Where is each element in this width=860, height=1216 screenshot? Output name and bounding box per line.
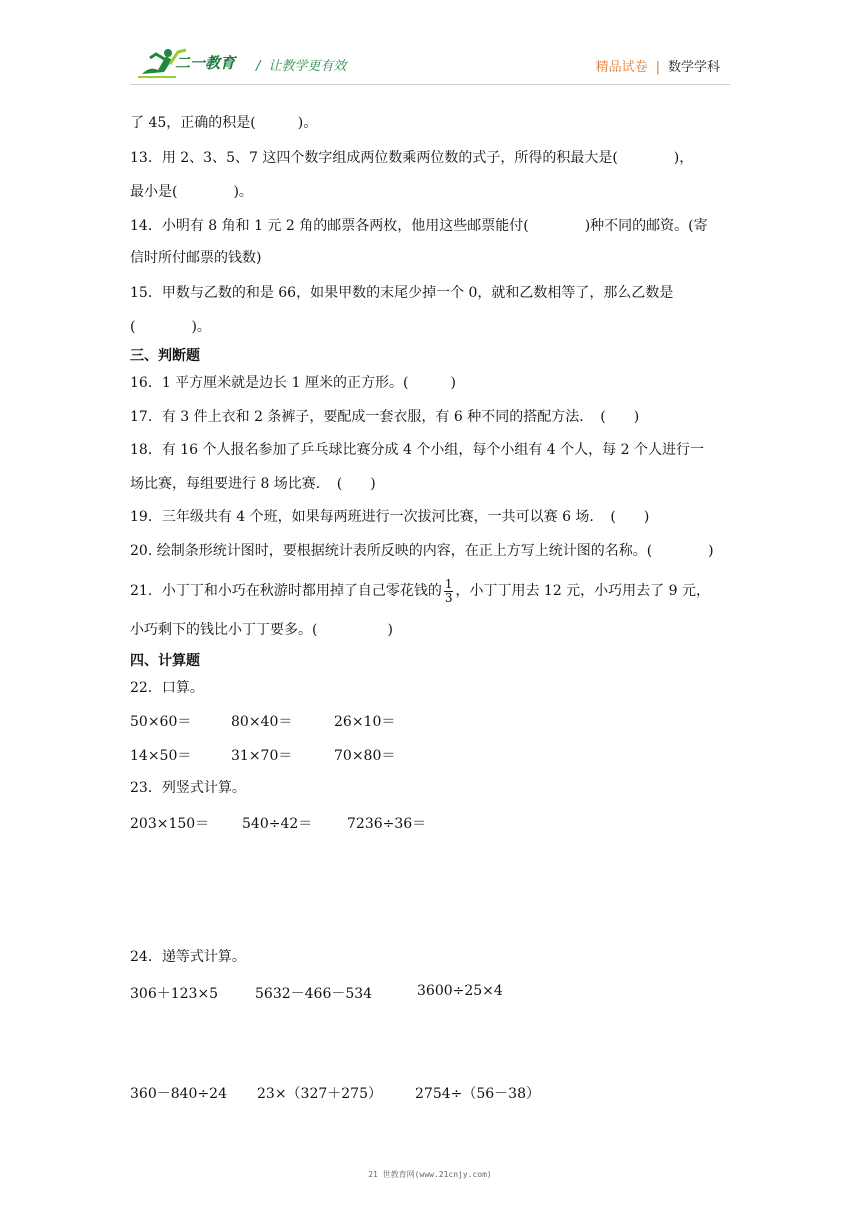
slogan: / 让教学更有效 — [256, 59, 347, 74]
question-18-line-2: 场比赛，每组要进行 8 场比赛． ( ) — [130, 476, 376, 492]
question-21-line-2: 小巧剩下的钱比小丁丁要多。( ) — [130, 622, 393, 638]
question-18-line-1: 18．有 16 个人报名参加了乒乓球比赛分成 4 个小组，每个小组有 4 个人，每 2 个人进行一 — [130, 442, 704, 458]
header-divider — [130, 84, 730, 85]
vertical-calc-item: 203×150＝ — [130, 816, 210, 832]
stepwise-item: 306＋123×5 — [130, 986, 219, 1002]
page-header — [0, 0, 860, 100]
question-12-tail: 了 45，正确的积是( )。 — [130, 115, 318, 131]
stepwise-item: 360－840÷24 — [130, 1086, 227, 1102]
question-14-line-2: 信时所付邮票的钱数) — [130, 250, 262, 266]
section-judgement-title: 三、判断题 — [130, 348, 200, 364]
question-24: 24．递等式计算。 — [130, 949, 246, 965]
question-14-line-1: 14．小明有 8 角和 1 元 2 角的邮票各两枚，他用这些邮票能付( )种不同的邮资。(寄 — [130, 218, 708, 234]
question-13-line-2: 最小是( )。 — [130, 184, 253, 200]
question-17: 17．有 3 件上衣和 2 条裤子，要配成一套衣服，有 6 种不同的搭配方法． ( ) — [130, 409, 640, 425]
question-23: 23．列竖式计算。 — [130, 780, 246, 796]
question-19: 19．三年级共有 4 个班，如果每两班进行一次拔河比赛，一共可以赛 6 场． ( ) — [130, 509, 650, 525]
oral-item: 80×40＝ — [231, 714, 293, 730]
question-15-line-2: ( )。 — [130, 319, 211, 335]
question-22: 22．口算。 — [130, 680, 204, 696]
vertical-calc-item: 7236÷36＝ — [347, 816, 427, 832]
stepwise-item: 3600÷25×4 — [417, 983, 503, 999]
oral-item: 14×50＝ — [130, 748, 192, 764]
header-separator: | — [655, 60, 660, 75]
question-16: 16．1 平方厘米就是边长 1 厘米的正方形。( ) — [130, 375, 456, 391]
oral-item: 31×70＝ — [231, 748, 293, 764]
oral-item: 50×60＝ — [130, 714, 192, 730]
logo-text: 二一教育 — [175, 54, 236, 72]
fraction-one-third: $\frac{1}{3}$ — [444, 576, 453, 605]
quality-paper-label: 精品试卷 — [595, 60, 648, 75]
header-right-labels — [596, 56, 720, 75]
question-15-line-1: 15．甲数与乙数的和是 66，如果甲数的末尾少掉一个 0，就和乙数相等了，那么乙数是 — [130, 285, 674, 301]
section-calculation-title: 四、计算题 — [130, 653, 200, 669]
stepwise-item: 23×（327＋275） — [257, 1086, 382, 1102]
oral-item: 26×10＝ — [334, 714, 396, 730]
stepwise-item: 2754÷（56－38） — [415, 1086, 540, 1102]
stepwise-item: 5632－466－534 — [255, 986, 373, 1002]
oral-item: 70×80＝ — [334, 748, 396, 764]
question-21-line-1: 21．小丁丁和小巧在秋游时都用掉了自己零花钱的 $\frac{1}{3}$ ，小丁丁用去 12 元，小巧用去了 9 元， — [130, 576, 710, 605]
subject-label: 数学学科 — [667, 60, 720, 75]
vertical-calc-item: 540÷42＝ — [242, 816, 313, 832]
question-20: 20. 绘制条形统计图时，要根据统计表所反映的内容，在正上方写上统计图的名称。( ) — [130, 543, 714, 559]
question-13-line-1: 13．用 2、3、5、7 这四个数字组成两位数乘两位数的式子，所得的积最大是( )， — [130, 150, 694, 166]
page-footer: 21 世教育网(www.21cnjy.com) — [368, 1170, 492, 1179]
